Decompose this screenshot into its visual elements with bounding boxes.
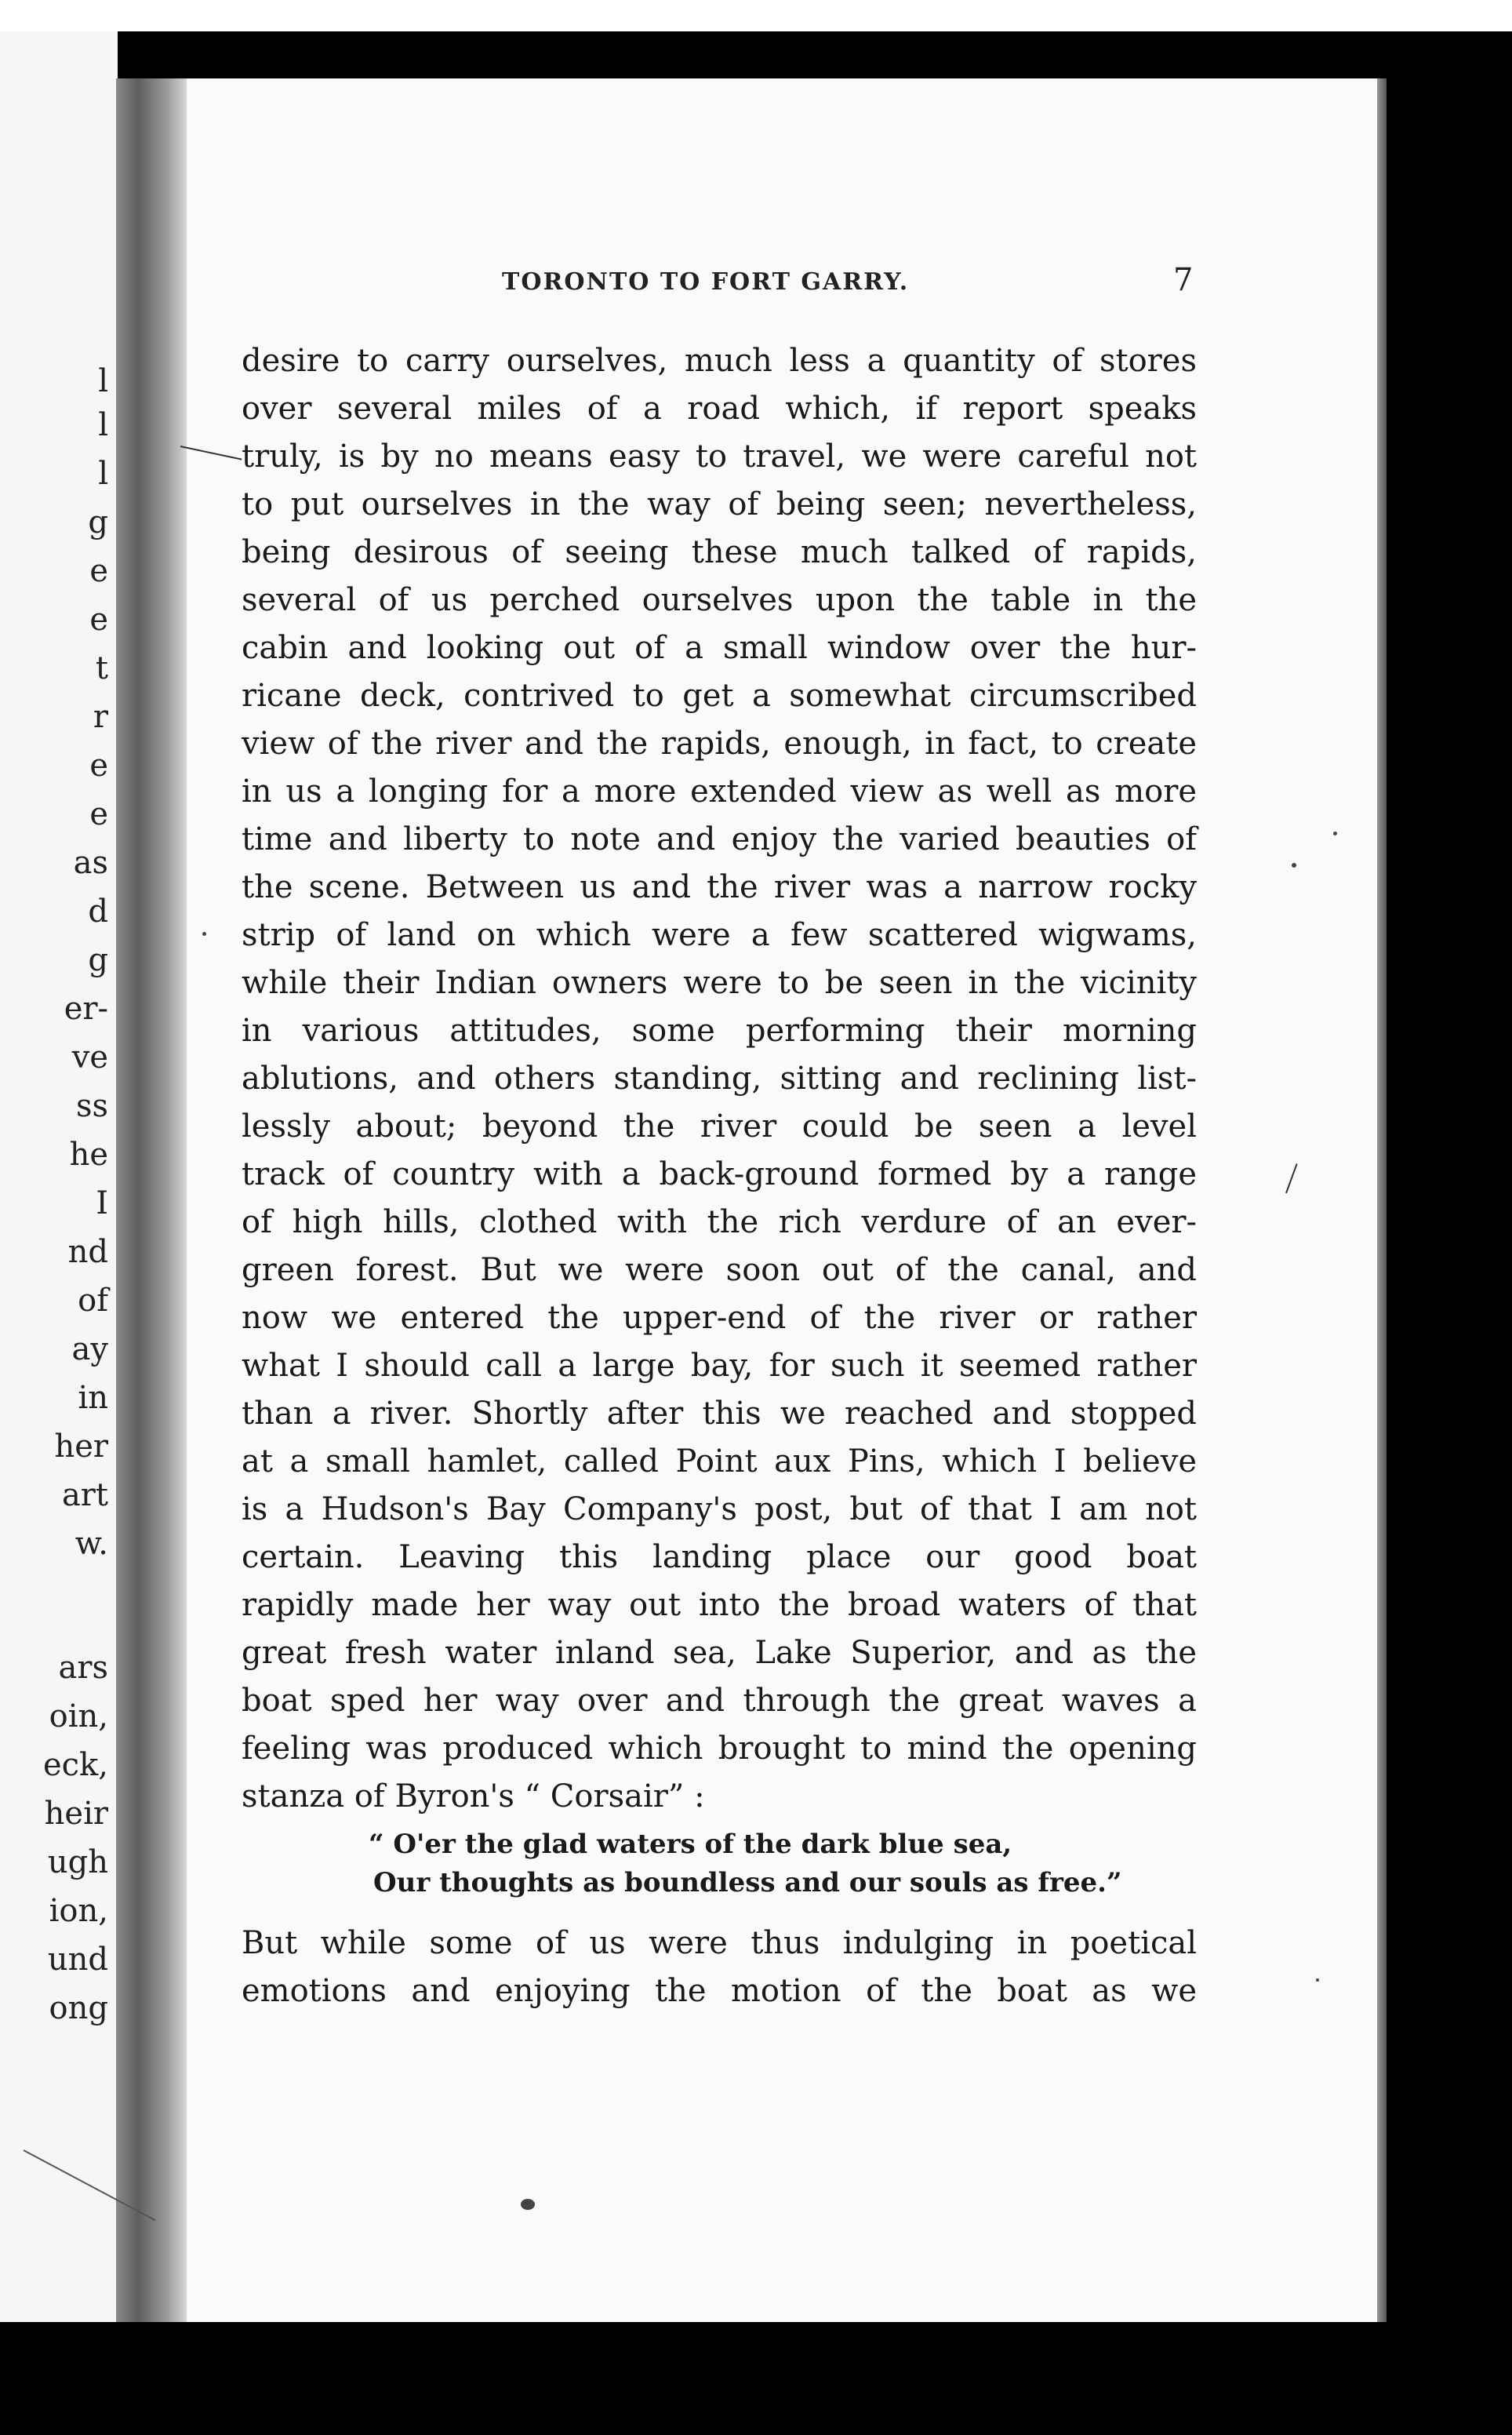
left-page-text: l bbox=[98, 456, 108, 492]
text-line: desire to carry ourselves, much less a quantity of stores bbox=[242, 343, 1197, 379]
left-page-text: ong bbox=[49, 1990, 108, 2026]
book-gutter bbox=[116, 78, 188, 2322]
text-line: But while some of us were thus indulging in poetical bbox=[242, 1925, 1197, 1961]
left-page-text: art bbox=[61, 1477, 108, 1513]
left-page-text: ve bbox=[71, 1039, 108, 1076]
text-line: stanza of Byron's “ Corsair” : bbox=[242, 1778, 705, 1814]
left-page-fragment bbox=[0, 31, 118, 2322]
left-page-text: of bbox=[78, 1283, 108, 1319]
text-line: boat sped her way over and through the great waves a bbox=[242, 1683, 1197, 1719]
page-header: TORONTO TO FORT GARRY. bbox=[502, 268, 910, 296]
left-page-text: er- bbox=[64, 991, 108, 1027]
ink-speck bbox=[1316, 1978, 1319, 1982]
text-line: ricane deck, contrived to get a somewhat circumscribed bbox=[242, 678, 1197, 714]
left-page-text: r bbox=[93, 699, 108, 735]
left-page-text: ars bbox=[58, 1650, 108, 1686]
left-page-text: ay bbox=[71, 1331, 108, 1367]
top-border bbox=[0, 0, 1512, 31]
text-line: at a small hamlet, called Point aux Pins, which I believe bbox=[242, 1443, 1197, 1480]
text-line: emotions and enjoying the motion of the boat as we bbox=[242, 1973, 1197, 2009]
text-line: green forest. But we were soon out of the canal, and bbox=[242, 1252, 1197, 1288]
text-line: cabin and looking out of a small window over the hur- bbox=[242, 630, 1197, 666]
left-page-text: t bbox=[95, 650, 108, 686]
text-line: the scene. Between us and the river was a narrow rocky bbox=[242, 869, 1197, 905]
left-page-text: w. bbox=[75, 1526, 108, 1562]
text-line: strip of land on which were a few scattered wigwams, bbox=[242, 917, 1197, 953]
left-page-text: d bbox=[88, 894, 108, 930]
quote-line: Our thoughts as boundless and our souls as free.” bbox=[373, 1867, 1122, 1898]
text-line: great fresh water inland sea, Lake Superior, and as the bbox=[242, 1635, 1197, 1671]
left-page-text: he bbox=[69, 1137, 108, 1173]
text-line: rapidly made her way out into the broad waters of that bbox=[242, 1587, 1197, 1623]
text-line: certain. Leaving this landing place our good boat bbox=[242, 1539, 1197, 1575]
left-page-text: as bbox=[73, 845, 108, 881]
text-line: what I should call a large bay, for such it seemed rather bbox=[242, 1348, 1197, 1384]
left-page-text: heir bbox=[44, 1796, 108, 1832]
text-line: several of us perched ourselves upon the table in the bbox=[242, 582, 1197, 618]
text-line: feeling was produced which brought to mind the opening bbox=[242, 1731, 1197, 1767]
left-page-text: e bbox=[89, 748, 108, 784]
text-line: of high hills, clothed with the rich verdure of an ever- bbox=[242, 1204, 1197, 1240]
left-page-text: in bbox=[78, 1380, 108, 1416]
left-page-text: g bbox=[88, 504, 108, 541]
text-line: is a Hudson's Bay Company's post, but of that I am not bbox=[242, 1491, 1197, 1527]
left-page-text: ion, bbox=[49, 1893, 108, 1929]
left-page-text: ugh bbox=[47, 1844, 108, 1880]
ink-speck bbox=[521, 2199, 535, 2210]
text-line: now we entered the upper-end of the river or rather bbox=[242, 1300, 1197, 1336]
text-line: view of the river and the rapids, enough, in fact, to create bbox=[242, 726, 1197, 762]
left-page-text: eck, bbox=[42, 1747, 108, 1783]
left-page-text: nd bbox=[67, 1234, 108, 1270]
text-line: time and liberty to note and enjoy the varied beauties of bbox=[242, 821, 1197, 857]
left-page-text: her bbox=[54, 1429, 108, 1465]
ink-speck bbox=[1333, 832, 1337, 835]
left-page-text: l bbox=[98, 363, 108, 399]
page-number: 7 bbox=[1173, 262, 1194, 298]
text-line: while their Indian owners were to be seen in the vicinity bbox=[242, 965, 1197, 1001]
left-page-text: oin, bbox=[49, 1698, 108, 1734]
page-right-edge bbox=[1377, 78, 1387, 2322]
text-line: truly, is by no means easy to travel, we were careful not bbox=[242, 439, 1197, 475]
ink-speck bbox=[202, 932, 206, 936]
text-line: being desirous of seeing these much talked of rapids, bbox=[242, 534, 1197, 570]
text-line: over several miles of a road which, if report speaks bbox=[242, 391, 1197, 427]
left-page-text: e bbox=[89, 602, 108, 638]
left-page-text: I bbox=[96, 1185, 108, 1221]
quote-line: “ O'er the glad waters of the dark blue sea, bbox=[369, 1829, 1012, 1860]
text-line: in us a longing for a more extended view as well as more bbox=[242, 773, 1197, 810]
text-line: lessly about; beyond the river could be seen a level bbox=[242, 1108, 1197, 1145]
text-line: track of country with a back-ground formed by a range bbox=[242, 1156, 1197, 1192]
left-page-text: e bbox=[89, 553, 108, 589]
left-page-text: l bbox=[98, 407, 108, 443]
text-line: to put ourselves in the way of being seen; nevertheless, bbox=[242, 486, 1197, 522]
text-line: ablutions, and others standing, sitting and reclining list- bbox=[242, 1061, 1197, 1097]
ink-speck bbox=[1292, 863, 1296, 868]
left-page-text: g bbox=[88, 942, 108, 978]
text-line: than a river. Shortly after this we reached and stopped bbox=[242, 1396, 1197, 1432]
text-line: in various attitudes, some performing their morning bbox=[242, 1013, 1197, 1049]
left-page-text: e bbox=[89, 796, 108, 832]
left-page-text: und bbox=[47, 1942, 108, 1978]
left-page-text: ss bbox=[75, 1088, 108, 1124]
